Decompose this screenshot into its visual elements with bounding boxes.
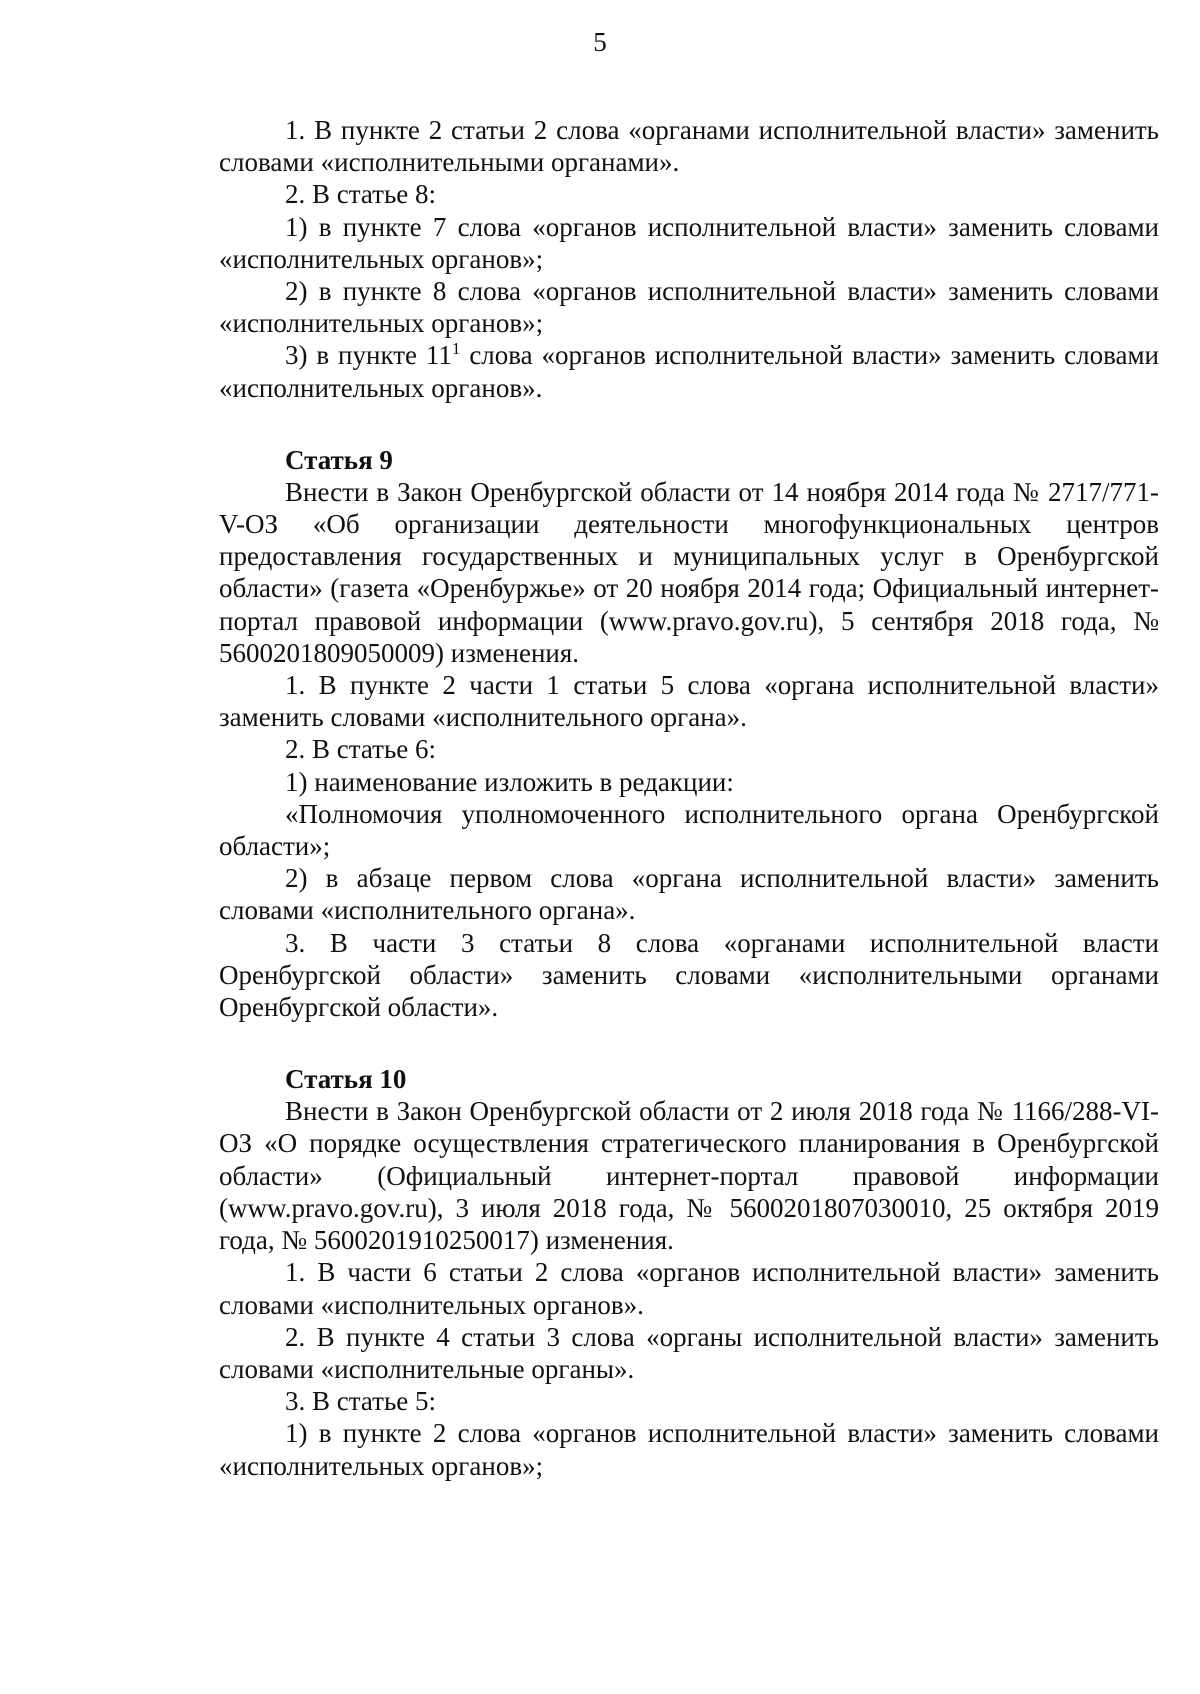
article-9-intro: Внести в Закон Оренбургской области от 14 ноября 2014 года № 2717/771-V-ОЗ «Об организации деятельности многофункциональных центров предоставления государственных и муниципальных услуг в Оренбургской области» (газета «Оренбуржье» от 20 ноября 2014 года; Официальный интернет-портал правовой информации (www.pravo.gov.ru), 5 сентября 2018 года, № 5600201809050009) изменения. bbox=[219, 476, 1159, 668]
paragraph: 2. В статье 6: bbox=[285, 734, 437, 765]
paragraph: 1) наименование изложить в редакции: bbox=[285, 766, 734, 797]
page-number: 5 bbox=[593, 27, 607, 57]
paragraph: 2) в пункте 8 слова «органов исполнительной власти» заменить словами «исполнительных органов»; bbox=[219, 276, 1159, 339]
paragraph: 1. В части 6 статьи 2 слова «органов исполнительной власти» заменить словами «исполнительных органов». bbox=[219, 1257, 1159, 1320]
document-body bbox=[219, 114, 1159, 1482]
paragraph: 1) в пункте 2 слова «органов исполнительной власти» заменить словами «исполнительных органов»; bbox=[219, 1418, 1159, 1481]
article-9-title: Статья 9 bbox=[285, 444, 393, 475]
paragraph bbox=[219, 339, 1159, 403]
article-10-title: Статья 10 bbox=[285, 1064, 407, 1095]
paragraph: 1. В пункте 2 статьи 2 слова «органами исполнительной власти» заменить словами «исполнительными органами». bbox=[219, 115, 1159, 178]
paragraph: 1) в пункте 7 слова «органов исполнительной власти» заменить словами «исполнительных органов»; bbox=[219, 211, 1159, 274]
paragraph-text: 3) в пункте 11 bbox=[285, 340, 452, 371]
paragraph: 2. В статье 8: bbox=[285, 179, 437, 210]
paragraph: 3. В части 3 статьи 8 слова «органами исполнительной власти Оренбургской области» заменить словами «исполнительными органами Оренбургской области». bbox=[219, 927, 1159, 1023]
paragraph: 1. В пункте 2 части 1 статьи 5 слова «органа исполнительной власти» заменить словами «исполнительного органа». bbox=[219, 670, 1159, 733]
article-10-intro: Внести в Закон Оренбургской области от 2 июля 2018 года № 1166/288-VI-ОЗ «О порядке осуществления стратегического планирования в Оренбургской области» (Официальный интернет-портал правовой информации (www.pravo.gov.ru), 3 июля 2018 года, № 5600201807030010, 25 октября 2019 года, № 5600201910250017) изменения. bbox=[219, 1096, 1159, 1256]
paragraph: «Полномочия уполномоченного исполнительного органа Оренбургской области»; bbox=[219, 798, 1159, 862]
paragraph: 2) в абзаце первом слова «органа исполнительной власти» заменить словами «исполнительного органа». bbox=[219, 863, 1159, 926]
paragraph: 3. В статье 5: bbox=[285, 1386, 437, 1417]
superscript: 1 bbox=[451, 339, 461, 359]
paragraph: 2. В пункте 4 статьи 3 слова «органы исполнительной власти» заменить словами «исполнительные органы». bbox=[219, 1321, 1159, 1384]
paragraph-text: слова «органов исполнительной власти» заменить словами «исполнительных органов». bbox=[219, 340, 1159, 403]
